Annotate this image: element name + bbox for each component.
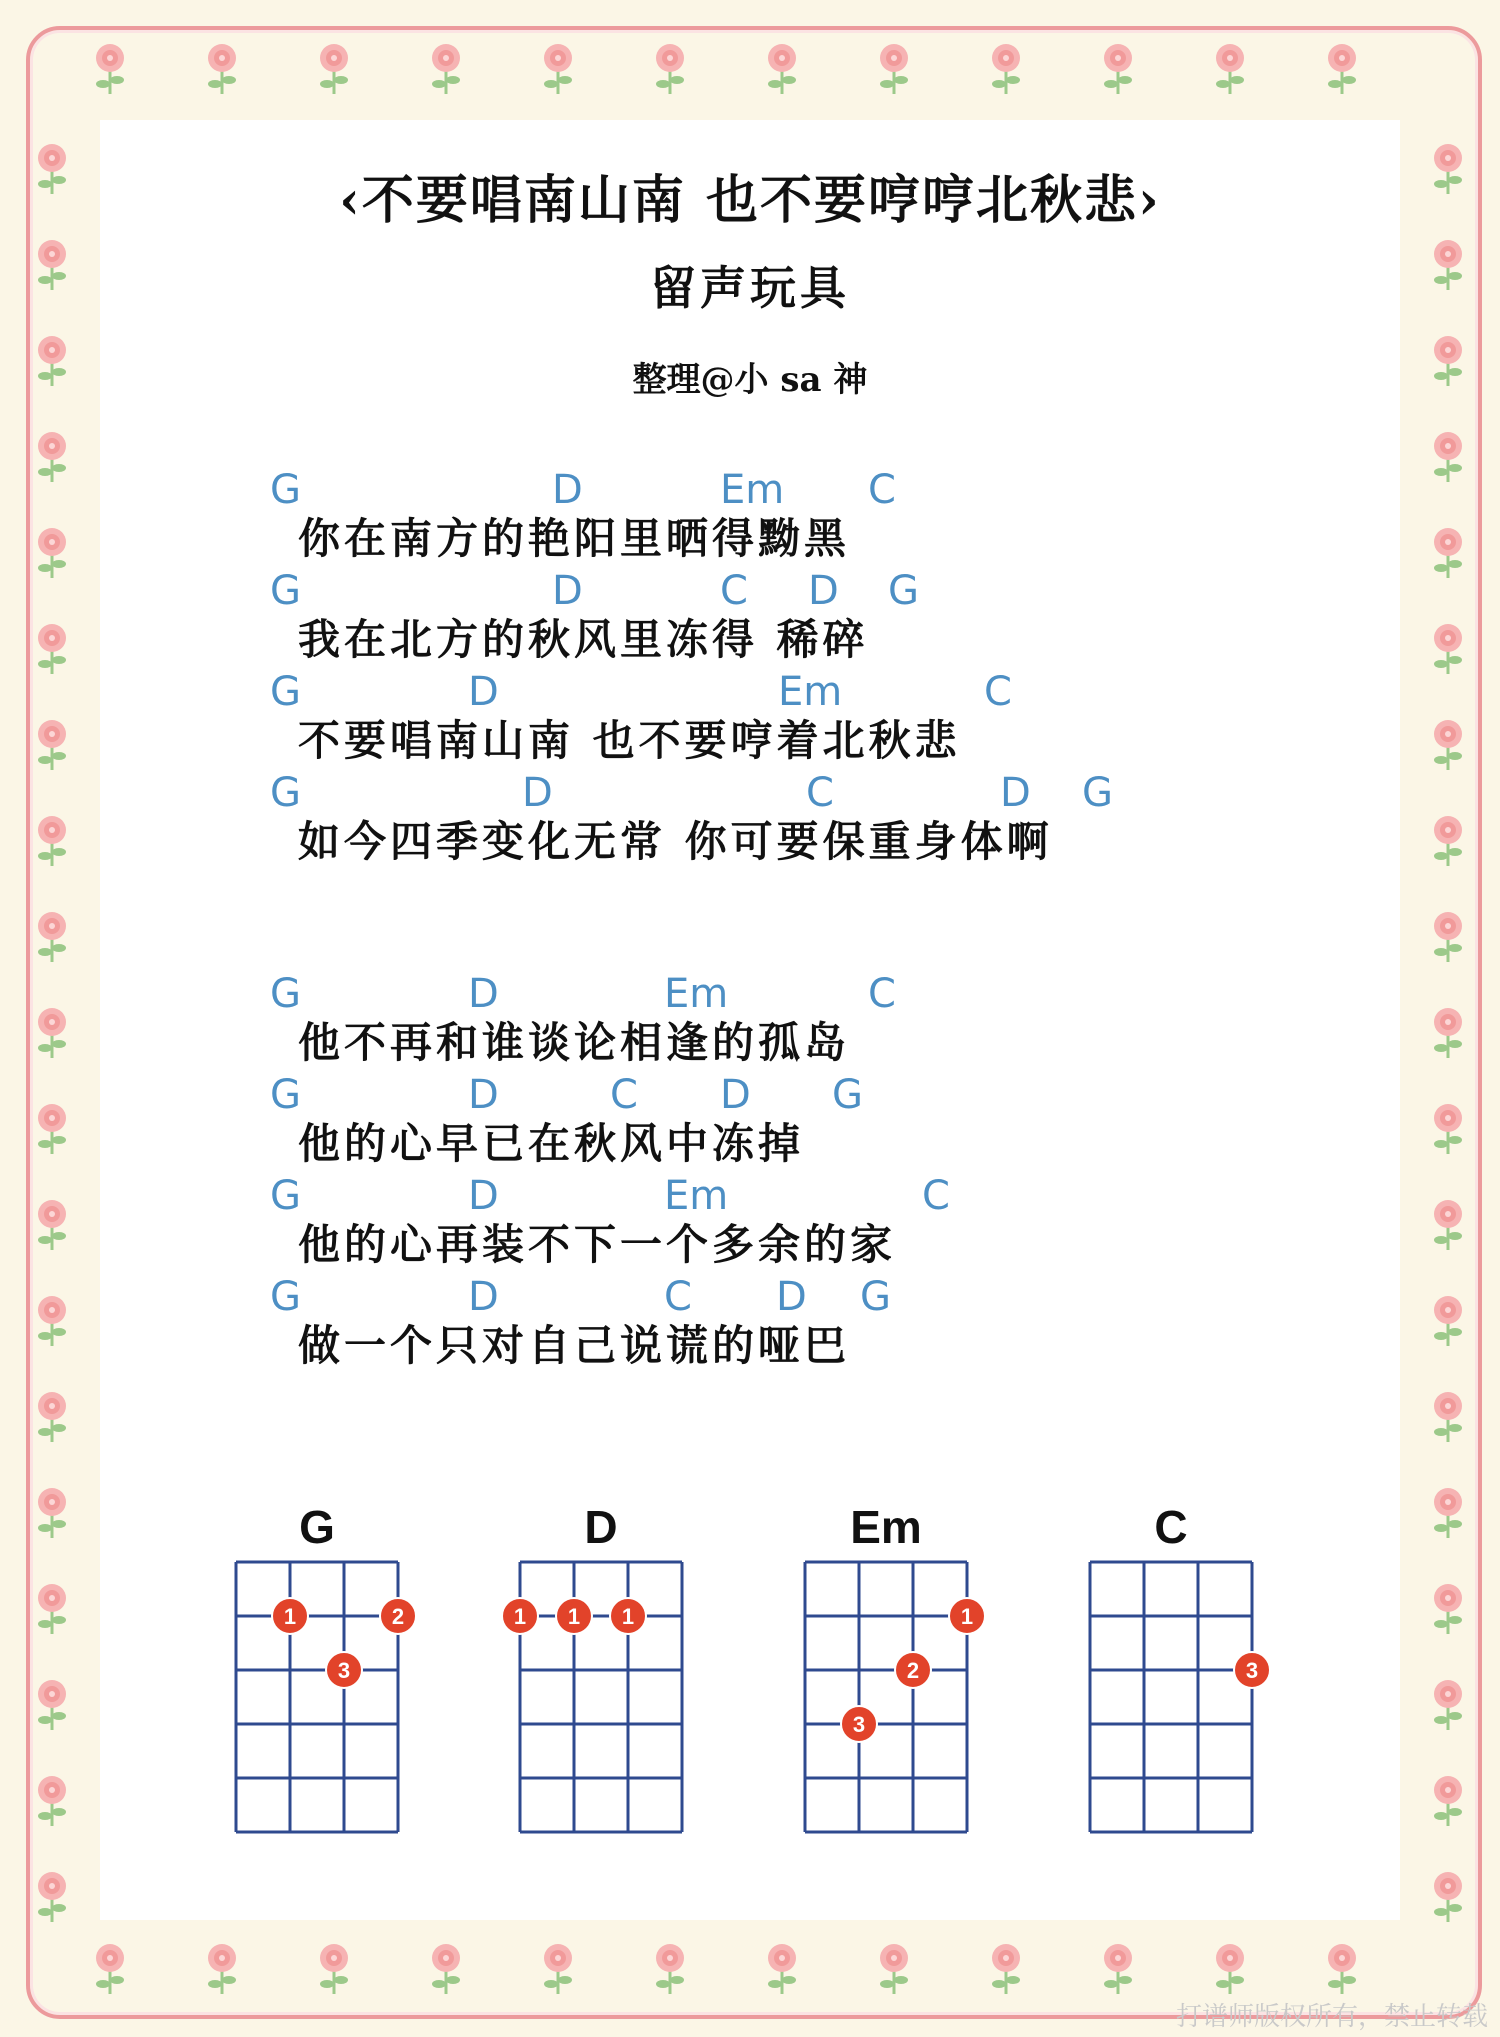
- flower-icon: [1428, 1100, 1468, 1156]
- flower-icon: [32, 1580, 72, 1636]
- flower-icon: [32, 428, 72, 484]
- chord-symbol: G: [888, 568, 919, 614]
- flower-icon: [90, 1940, 130, 1996]
- flower-icon: [90, 40, 130, 96]
- chord-symbol: D: [808, 568, 839, 614]
- flower-icon: [1428, 620, 1468, 676]
- finger-number: 2: [391, 1604, 405, 1629]
- watermark-text: 打谱师版权所有，禁止转载: [1175, 2002, 1488, 2032]
- chord-symbol: C: [922, 1173, 950, 1219]
- flower-icon: [426, 1940, 466, 1996]
- flower-icon: [1098, 40, 1138, 96]
- flower-icon: [202, 1940, 242, 1996]
- flower-icon: [1428, 1388, 1468, 1444]
- chord-diagram-name: Em: [850, 1501, 922, 1553]
- flower-icon: [986, 1940, 1026, 1996]
- flower-icon: [1428, 1292, 1468, 1348]
- flower-icon: [32, 524, 72, 580]
- chord-symbol: D: [776, 1274, 807, 1320]
- chord-symbol: D: [720, 1072, 751, 1118]
- flower-icon: [32, 1868, 72, 1924]
- chord-symbol: G: [270, 568, 301, 614]
- flower-icon: [32, 1292, 72, 1348]
- fretboard-grid: [785, 1552, 987, 1842]
- chord-symbol: D: [468, 1072, 499, 1118]
- flower-icon: [32, 1772, 72, 1828]
- lyric-line: 做一个只对自己说谎的哑巴: [298, 1321, 851, 1370]
- chord-symbol: C: [984, 669, 1012, 715]
- chord-symbol: C: [720, 568, 748, 614]
- flower-icon: [314, 1940, 354, 1996]
- chord-diagram-name: G: [299, 1501, 335, 1553]
- flower-icon: [1428, 428, 1468, 484]
- chord-symbol: D: [468, 1274, 499, 1320]
- chord-symbol: D: [552, 467, 583, 513]
- flower-icon: [1210, 40, 1250, 96]
- lyric-line: 他的心再装不下一个多余的家: [298, 1220, 897, 1269]
- flower-icon: [986, 40, 1026, 96]
- song-title: ‹不要唱南山南 也不要哼哼北秋悲›: [339, 170, 1161, 231]
- chord-symbol: Em: [664, 971, 729, 1017]
- fretboard-grid: [500, 1552, 702, 1842]
- lyric-line: 他的心早已在秋风中冻掉: [298, 1119, 805, 1168]
- chord-symbol: G: [270, 971, 301, 1017]
- chord-diagram-name: D: [584, 1501, 618, 1553]
- flower-icon: [1428, 1772, 1468, 1828]
- chord-symbol: D: [552, 568, 583, 614]
- flower-icon: [538, 40, 578, 96]
- chord-symbol: C: [610, 1072, 638, 1118]
- flower-icon: [650, 40, 690, 96]
- finger-number: 1: [960, 1604, 974, 1629]
- flower-icon: [1322, 40, 1362, 96]
- chord-symbol: C: [868, 467, 896, 513]
- finger-number: 1: [513, 1604, 527, 1629]
- flower-icon: [1428, 1676, 1468, 1732]
- arranger-credit: 整理@小 sa 神: [632, 360, 868, 400]
- chord-symbol: D: [522, 770, 553, 816]
- flower-icon: [32, 812, 72, 868]
- chord-symbol: G: [270, 669, 301, 715]
- flower-icon: [1428, 1484, 1468, 1540]
- finger-number: 2: [906, 1658, 920, 1683]
- chord-symbol: C: [806, 770, 834, 816]
- flower-icon: [1210, 1940, 1250, 1996]
- chord-symbol: G: [270, 1072, 301, 1118]
- flower-icon: [32, 1388, 72, 1444]
- chord-symbol: C: [868, 971, 896, 1017]
- finger-number: 1: [567, 1604, 581, 1629]
- chord-symbol: G: [860, 1274, 891, 1320]
- finger-number: 1: [283, 1604, 297, 1629]
- lyric-line: 我在北方的秋风里冻得 稀碎: [298, 615, 869, 664]
- finger-number: 1: [621, 1604, 635, 1629]
- flower-icon: [1428, 1004, 1468, 1060]
- flower-icon: [1098, 1940, 1138, 1996]
- flower-icon: [650, 1940, 690, 1996]
- flower-icon: [1428, 1580, 1468, 1636]
- fretboard-grid: [216, 1552, 418, 1842]
- flower-icon: [762, 40, 802, 96]
- chord-symbol: D: [468, 971, 499, 1017]
- finger-number: 3: [1245, 1658, 1259, 1683]
- flower-icon: [1428, 1868, 1468, 1924]
- flower-icon: [32, 908, 72, 964]
- chord-symbol: D: [468, 669, 499, 715]
- chord-diagram-name: C: [1154, 1501, 1188, 1553]
- lyric-line: 他不再和谁谈论相逢的孤岛: [298, 1018, 851, 1067]
- lyric-line: 不要唱南山南 也不要哼着北秋悲: [298, 716, 961, 765]
- chord-symbol: G: [270, 1173, 301, 1219]
- chord-symbol: Em: [778, 669, 843, 715]
- flower-icon: [32, 1676, 72, 1732]
- flower-icon: [32, 1196, 72, 1252]
- flower-icon: [314, 40, 354, 96]
- flower-icon: [1428, 524, 1468, 580]
- chord-symbol: C: [664, 1274, 692, 1320]
- chord-symbol: Em: [720, 467, 785, 513]
- flower-icon: [538, 1940, 578, 1996]
- chord-symbol: Em: [664, 1173, 729, 1219]
- chord-symbol: G: [832, 1072, 863, 1118]
- flower-icon: [1428, 1196, 1468, 1252]
- finger-number: 3: [337, 1658, 351, 1683]
- flower-icon: [32, 620, 72, 676]
- flower-icon: [32, 1004, 72, 1060]
- flower-icon: [1428, 812, 1468, 868]
- chord-symbol: G: [270, 770, 301, 816]
- lyric-line: 如今四季变化无常 你可要保重身体啊: [298, 817, 1053, 866]
- flower-icon: [1428, 908, 1468, 964]
- flower-icon: [202, 40, 242, 96]
- flower-icon: [426, 40, 466, 96]
- chord-symbol: G: [270, 1274, 301, 1320]
- flower-icon: [874, 1940, 914, 1996]
- chord-symbol: G: [270, 467, 301, 513]
- flower-icon: [1322, 1940, 1362, 1996]
- chord-symbol: G: [1082, 770, 1113, 816]
- flower-icon: [32, 716, 72, 772]
- flower-icon: [762, 1940, 802, 1996]
- flower-icon: [874, 40, 914, 96]
- flower-icon: [32, 1484, 72, 1540]
- flower-icon: [32, 1100, 72, 1156]
- fretboard-grid: [1070, 1552, 1272, 1842]
- finger-number: 3: [852, 1712, 866, 1737]
- artist-name: 留声玩具: [650, 261, 850, 315]
- chord-symbol: D: [1000, 770, 1031, 816]
- chord-symbol: D: [468, 1173, 499, 1219]
- lyric-line: 你在南方的艳阳里晒得黝黑: [298, 514, 851, 563]
- flower-icon: [1428, 716, 1468, 772]
